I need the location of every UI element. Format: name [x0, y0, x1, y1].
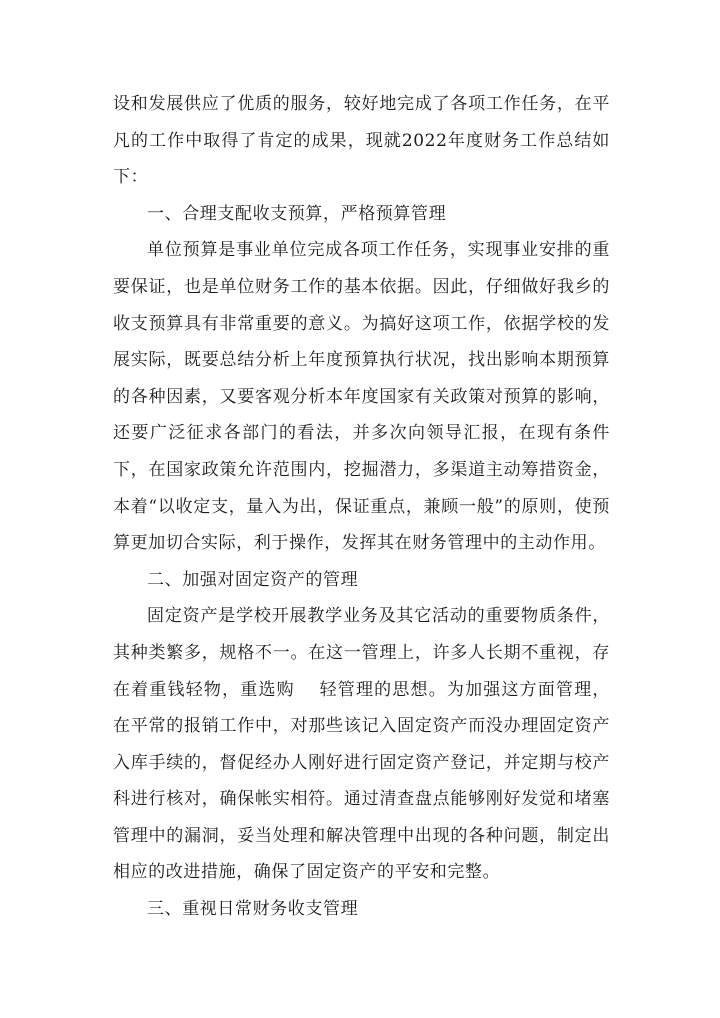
intro-paragraph: 设和发展供应了优质的服务，较好地完成了各项工作任务，在平凡的工作中取得了肯定的成果，现就2022年度财务工作总结如下： [113, 94, 610, 188]
section-2-paragraph: 固定资产是学校开展教学业务及其它活动的重要物质条件，其种类繁多，规格不一。在这一管理上，许多人长期不重视，存在着重钱轻物，重选购 轻管理的思想。为加强这方面管理，在平常的报销工作中，对那些该记入固定资产而没办理固定资产入库手续的，督促经办人刚好进行固定资产登记，并定期与校产科进行核对，确保帐实相符。通过清查盘点能够刚好发觉和堵塞管理中的漏洞，妥当处理和解决管理中出现的各种问题，制定出相应的改进措施，确保了固定资产的平安和完整。 [113, 606, 610, 883]
section-1-paragraph: 单位预算是事业单位完成各项工作任务，实现事业安排的重要保证，也是单位财务工作的基本依据。因此，仔细做好我乡的收支预算具有非常重要的意义。为搞好这项工作，依据学校的发展实际，既要总结分析上年度预算执行状况，找出影响本期预算的各种因素，又要客观分析本年度国家有关政策对预算的影响，还要广泛征求各部门的看法，并多次向领导汇报，在现有条件下，在国家政策允许范围内，挖掘潜力，多渠道主动筹措资金，本着“以收定支，量入为出，保证重点，兼顾一般”的原则，使预算更加切合实际，利于操作，发挥其在财务管理中的主动作用。 [113, 240, 610, 554]
section-heading-2: 二、加强对固定资产的管理 [147, 569, 359, 590]
section-heading-3: 三、重视日常财务收支管理 [147, 899, 359, 920]
section-heading-1: 一、合理支配收支预算，严格预算管理 [147, 203, 447, 224]
document-body [113, 86, 610, 928]
